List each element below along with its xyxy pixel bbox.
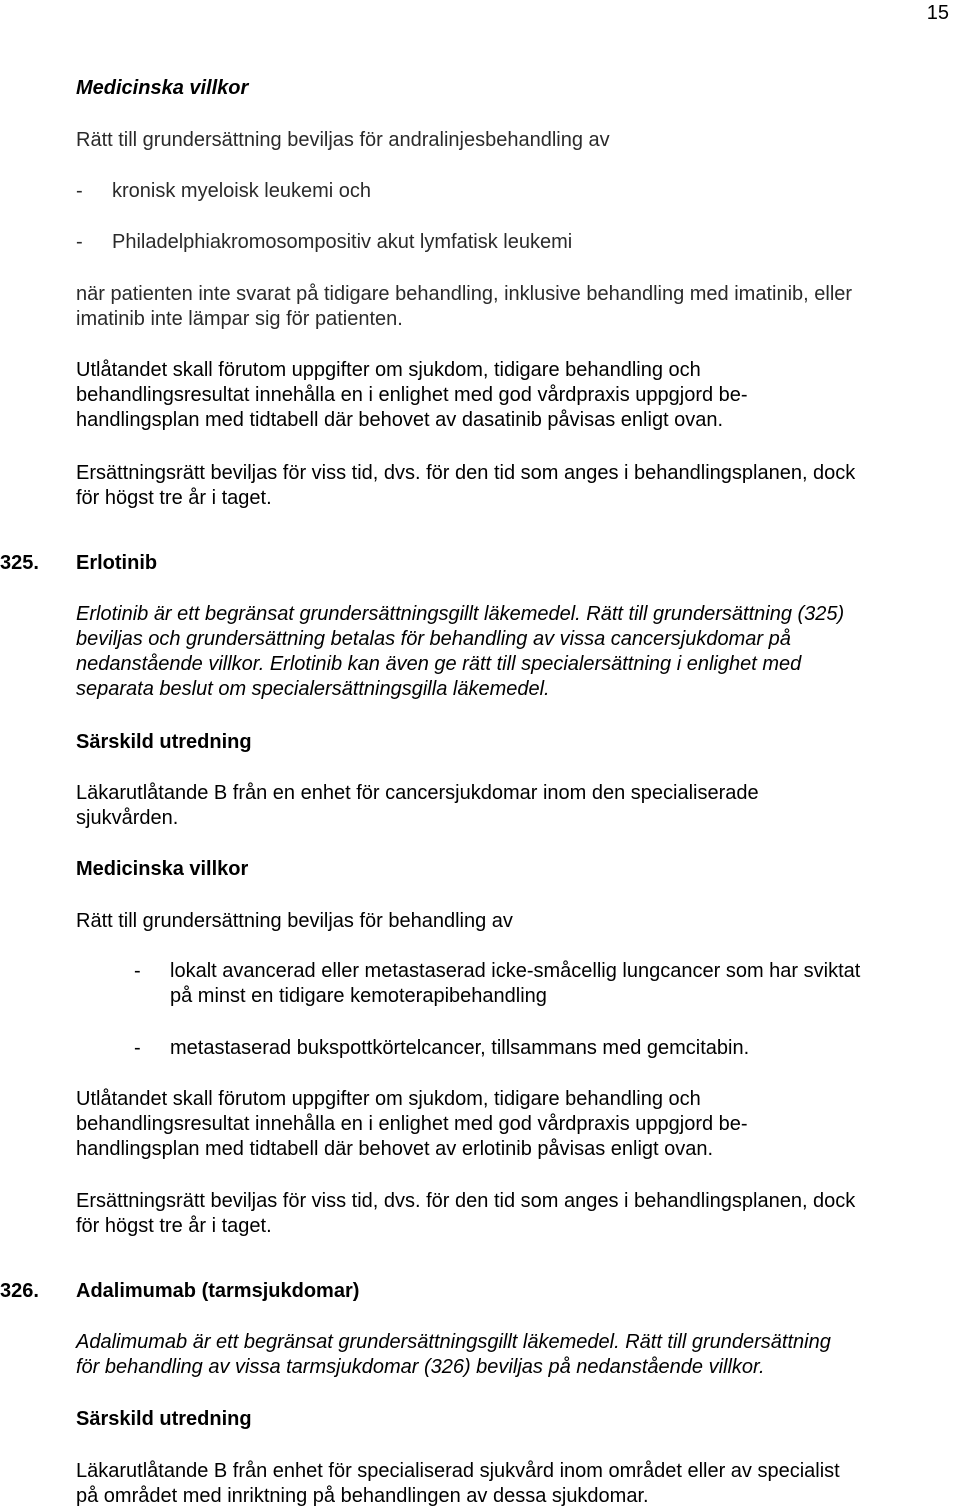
section-intro-line: nedanstående villkor. Erlotinib kan även ge rätt till specialersättning i enlighet med xyxy=(76,653,802,675)
list-item: kronisk myeloisk leukemi och xyxy=(112,180,371,202)
statement-line: behandlingsresultat innehålla en i enlighet med god vårdpraxis uppgjord be- xyxy=(76,1113,748,1135)
statement-line: Utlåtandet skall förutom uppgifter om sjukdom, tidigare behandling och xyxy=(76,359,701,381)
section-title: Adalimumab (tarmsjukdomar) xyxy=(76,1280,360,1302)
statement-line: handlingsplan med tidtabell där behovet av erlotinib påvisas enligt ovan. xyxy=(76,1138,714,1160)
section-intro-line: Adalimumab är ett begränsat grundersättningsgillt läkemedel. Rätt till grundersättning xyxy=(76,1331,831,1353)
paragraph-line: imatinib inte lämpar sig för patienten. xyxy=(76,308,403,330)
special-investigation-line: Läkarutlåtande B från enhet för specialiserad sjukvård inom området eller av specialist xyxy=(76,1460,840,1482)
compensation-line: för högst tre år i taget. xyxy=(76,1215,272,1237)
statement-line: Utlåtandet skall förutom uppgifter om sjukdom, tidigare behandling och xyxy=(76,1088,701,1110)
special-investigation-line: Läkarutlåtande B från en enhet för cancersjukdomar inom den specialiserade xyxy=(76,782,759,804)
section-intro-line: separata beslut om specialersättningsgilla läkemedel. xyxy=(76,678,550,700)
special-investigation-heading: Särskild utredning xyxy=(76,731,252,753)
section-intro-line: beviljas och grundersättning betalas för behandling av vissa cancersjukdomar på xyxy=(76,628,791,650)
compensation-line: Ersättningsrätt beviljas för viss tid, dvs. för den tid som anges i behandlingsplanen, dock xyxy=(76,1190,856,1212)
list-item: Philadelphiakromosompositiv akut lymfatisk leukemi xyxy=(112,231,573,253)
paragraph-line: när patienten inte svarat på tidigare behandling, inklusive behandling med imatinib, eller xyxy=(76,283,853,305)
special-investigation-line: på området med inriktning på behandlingen av dessa sjukdomar. xyxy=(76,1485,649,1507)
section-title: Erlotinib xyxy=(76,552,158,574)
section-intro-line: för behandling av vissa tarmsjukdomar (326) beviljas på nedanstående villkor. xyxy=(76,1356,765,1378)
section-number: 326. xyxy=(0,1280,39,1302)
medical-conditions-intro: Rätt till grundersättning beviljas för behandling av xyxy=(76,910,513,932)
section-intro-line: Erlotinib är ett begränsat grundersättningsgillt läkemedel. Rätt till grundersättning (325) xyxy=(76,603,845,625)
section-number: 325. xyxy=(0,552,39,574)
statement-line: handlingsplan med tidtabell där behovet av dasatinib påvisas enligt ovan. xyxy=(76,409,724,431)
statement-line: behandlingsresultat innehålla en i enlighet med god vårdpraxis uppgjord be- xyxy=(76,384,748,406)
compensation-line: Ersättningsrätt beviljas för viss tid, dvs. för den tid som anges i behandlingsplanen, dock xyxy=(76,462,856,484)
list-item: lokalt avancerad eller metastaserad icke-småcellig lungcancer som har sviktat xyxy=(170,960,861,982)
list-item: metastaserad bukspottkörtelcancer, tillsammans med gemcitabin. xyxy=(170,1037,750,1059)
intro-text: Rätt till grundersättning beviljas för andralinjesbehandling av xyxy=(76,129,610,151)
medical-conditions-heading: Medicinska villkor xyxy=(76,858,249,880)
bullet-dash: - xyxy=(134,1037,141,1059)
bullet-dash: - xyxy=(76,231,83,253)
list-item-continuation: på minst en tidigare kemoterapibehandling xyxy=(170,985,547,1007)
compensation-line: för högst tre år i taget. xyxy=(76,487,272,509)
bullet-dash: - xyxy=(76,180,83,202)
special-investigation-line: sjukvården. xyxy=(76,807,179,829)
medical-conditions-heading: Medicinska villkor xyxy=(76,77,249,99)
bullet-dash: - xyxy=(134,960,141,982)
page-number: 15 xyxy=(926,2,949,24)
special-investigation-heading: Särskild utredning xyxy=(76,1408,252,1430)
